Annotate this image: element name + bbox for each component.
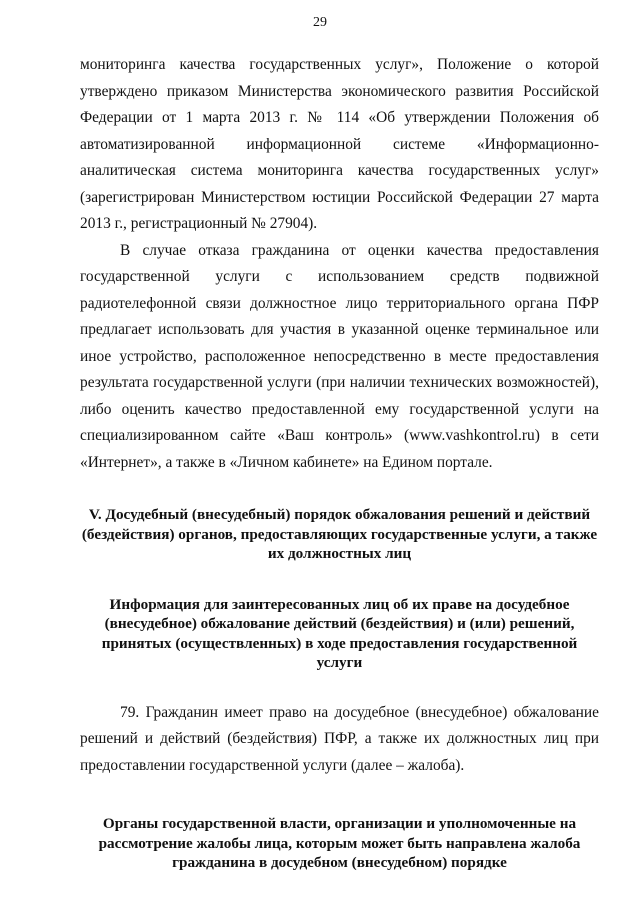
section-v-heading: V. Досудебный (внесудебный) порядок обжалования решений и действий (бездействия) органов, предоставляющих государственные услуги, а также их должностных лиц <box>81 506 598 562</box>
subheading-organs: Органы государственной власти, организации и уполномоченные на рассмотрение жалобы лица, которым может быть направлена жалоба гражданина в досудебном (внесудебном) порядке <box>98 815 581 871</box>
document-body <box>80 52 599 873</box>
paragraph-refusal-evaluation: В случае отказа гражданина от оценки качества предоставления государственной услуги с использованием средств подвижной радиотелефонной связи должностное лицо территориального органа ПФР предлагает использовать для участия в указанной оценке терминальное или иное устройство, расположенное непосредственно в месте предоставления результата государственной услуги (при наличии технических возможностей), либо оценить качество предоставленной ему государственной услуги на специализированном сайте «Ваш контроль» (www.vashkontrol.ru) в сети «Интернет», а также в «Личном кабинете» на Едином портале. <box>80 241 599 471</box>
page-number: 29 <box>313 15 327 30</box>
paragraph-item-79: 79. Гражданин имеет право на досудебное (внесудебное) обжалование решений и действий (бездействия) ПФР, а также их должностных лиц при предоставлении государственной услуги (далее – жалоба). <box>80 703 599 774</box>
paragraph-continuation: мониторинга качества государственных услуг», Положение о которой утверждено приказом Министерства экономического развития Российской Федерации от 1 марта 2013 г. № 114 «Об утверждении Положения об автоматизированной информационной системе «Информационно-аналитическая система мониторинга качества государственных услуг» (зарегистрирован Министерством юстиции Российской Федерации 27 марта 2013 г., регистрационный № 27904). <box>80 56 599 232</box>
subheading-information: Информация для заинтересованных лиц об их праве на досудебное (внесудебное) обжалование действий (бездействия) и (или) решений, принятых (осуществленных) в ходе предоставления государственной услуги <box>101 595 578 671</box>
